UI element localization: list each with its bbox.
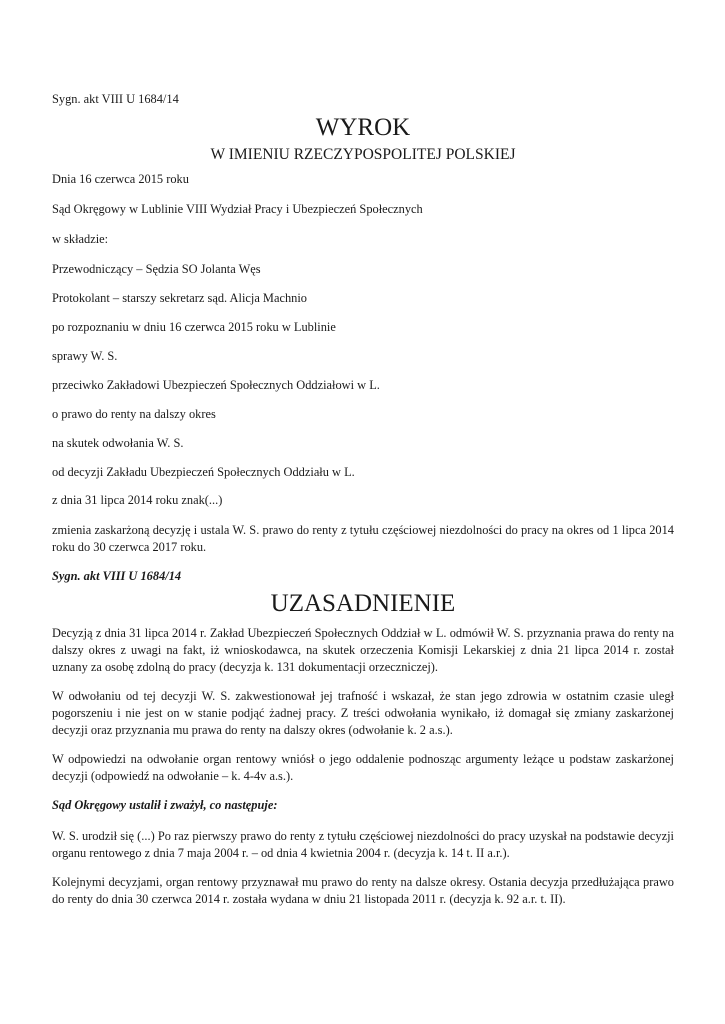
findings-paragraph: Kolejnymi decyzjami, organ rentowy przyznawał mu prawo do renty na dalsze okresy. Ostania decyzja przedłużająca prawo do renty do dnia 30 czerwca 2014 r. została wydana w dniu 21 listopada 2011 r. (decyzja k. 92 a.r. t. II). — [52, 875, 674, 906]
composition-label: w składzie: — [52, 232, 109, 246]
justification-paragraph: Decyzją z dnia 31 lipca 2014 r. Zakład Ubezpieczeń Społecznych Oddział w L. odmówił W. S. przyznania prawa do renty na dalszy okres z uwagi na fakt, iż wnioskodawca, na skutek orzeczenia Komisji Lekarskiej z dnia 21 lipca 2014 r. został uznany za osobę zdolną do pracy (decyzja k. 131 dokumentacji orzeczniczej). — [52, 626, 674, 674]
presiding-judge: Przewodniczący – Sędzia SO Jolanta Węs — [52, 262, 261, 276]
justification-title: UZASADNIENIE — [270, 590, 456, 617]
decision-date: z dnia 31 lipca 2014 roku znak(...) — [52, 493, 223, 507]
decision-source: od decyzji Zakładu Ubezpieczeń Społecznych Oddziału w L. — [52, 465, 355, 479]
justification-case-reference: Sygn. akt VIII U 1684/14 — [52, 569, 182, 583]
hearing-info: po rozpoznaniu w dniu 16 czerwca 2015 roku w Lublinie — [52, 320, 336, 334]
case-subject: o prawo do renty na dalszy okres — [52, 407, 216, 421]
case-party: sprawy W. S. — [52, 349, 118, 363]
court-clerk: Protokolant – starszy sekretarz sąd. Alicja Machnio — [52, 291, 307, 305]
court-name: Sąd Okręgowy w Lublinie VIII Wydział Pracy i Ubezpieczeń Społecznych — [52, 202, 423, 216]
findings-heading: Sąd Okręgowy ustalił i zważył, co następuje: — [52, 798, 278, 812]
justification-paragraph: W odpowiedzi na odwołanie organ rentowy wniósł o jego oddalenie podnosząc argumenty leżące u podstaw zaskarżonej decyzji (odpowiedź na odwołanie – k. 4-4v a.s.). — [52, 752, 674, 783]
ruling-paragraph: zmienia zaskarżoną decyzję i ustala W. S. prawo do renty z tytułu częściowej niezdolności do pracy na okres od 1 lipca 2014 roku do 30 czerwca 2017 roku. — [52, 523, 674, 554]
case-defendant: przeciwko Zakładowi Ubezpieczeń Społecznych Oddziałowi w L. — [52, 378, 380, 392]
justification-paragraph: W odwołaniu od tej decyzji W. S. zakwestionował jej trafność i wskazał, że stan jego zdrowia w ostatnim czasie uległ pogorszeniu i nie jest on w stanie podjąć żadnej pracy. Z treści odwołania wynikało, iż domagał się zmiany zaskarżonej decyzji oraz przyznania mu prawa do renty na dalszy okres (odwołanie k. 2 a.s.). — [52, 689, 674, 737]
case-reference: Sygn. akt VIII U 1684/14 — [52, 92, 179, 106]
appeal-source: na skutek odwołania W. S. — [52, 436, 184, 450]
judgment-subtitle: W IMIENIU RZECZYPOSPOLITEJ POLSKIEJ — [210, 146, 516, 163]
findings-paragraph: W. S. urodził się (...) Po raz pierwszy prawo do renty z tytułu częściowej niezdolności do pracy uzyskał na podstawie decyzji organu rentowego z dnia 7 maja 2004 r. – od dnia 4 kwietnia 2004 r. (decyzja k. 14 t. II a.r.). — [52, 829, 674, 860]
judgment-title: WYROK — [315, 114, 411, 141]
judgment-date: Dnia 16 czerwca 2015 roku — [52, 172, 189, 186]
